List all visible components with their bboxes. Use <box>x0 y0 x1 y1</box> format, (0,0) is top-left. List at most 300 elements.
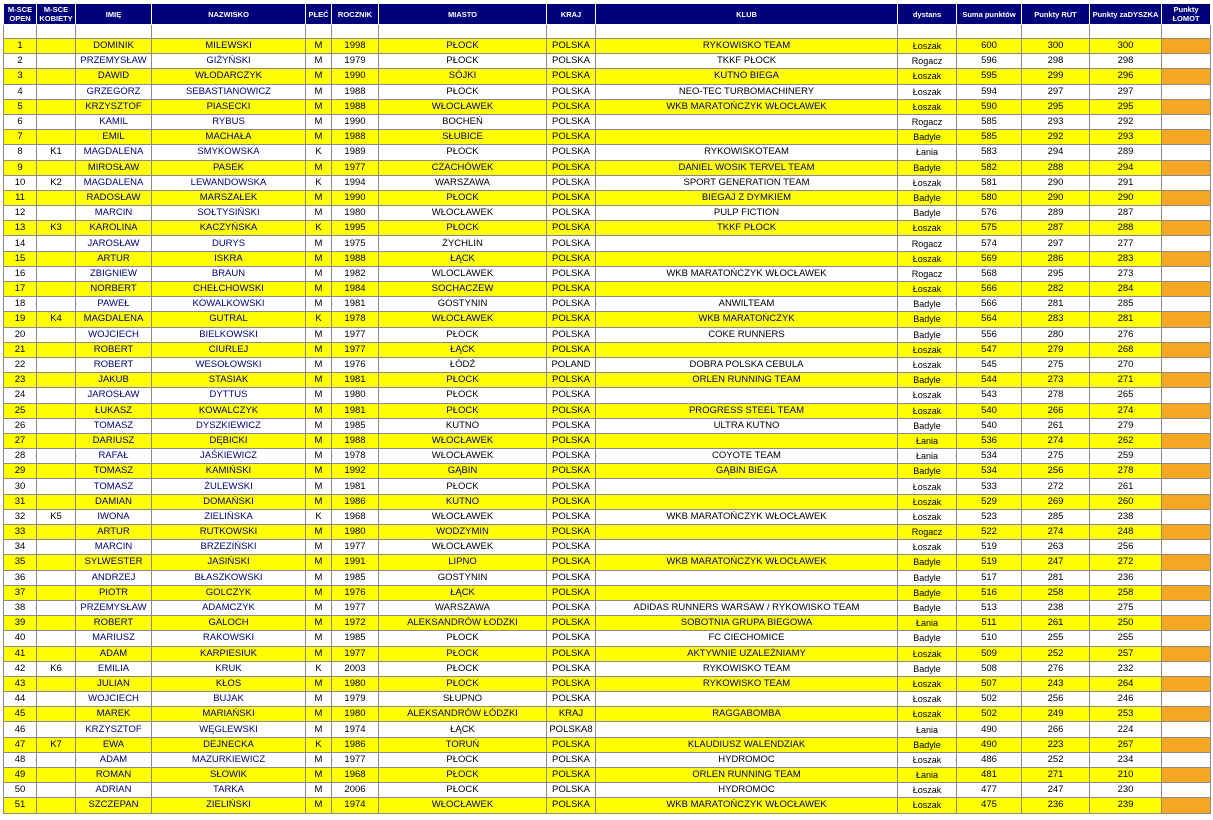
header-punkty-rut: Punkty RUT <box>1022 4 1090 25</box>
cell-country: POLSKA <box>547 585 596 600</box>
cell-birth-year: 1979 <box>332 54 379 69</box>
cell-total-points: 582 <box>957 160 1022 175</box>
cell-first-name: ROBERT <box>76 616 152 631</box>
cell-country: POLSKA <box>547 251 596 266</box>
cell-first-name: MARCIN <box>76 540 152 555</box>
cell-points-rut: 289 <box>1022 206 1090 221</box>
cell-points-zadyszka: 277 <box>1090 236 1162 251</box>
cell-birth-year: 1998 <box>332 39 379 54</box>
cell-total-points: 507 <box>957 676 1022 691</box>
cell-points-rut: 255 <box>1022 631 1090 646</box>
cell-points-lomot <box>1162 525 1211 540</box>
cell-club: HYDROMOC <box>596 752 898 767</box>
cell-place-open: 20 <box>4 327 37 342</box>
cell-last-name: MILEWSKI <box>152 39 306 54</box>
table-row <box>4 540 1211 555</box>
cell-club: WKB MARATOŃCZYK <box>596 312 898 327</box>
cell-distance: Badyle <box>898 327 957 342</box>
cell-last-name: GALOCH <box>152 616 306 631</box>
cell-birth-year: 1986 <box>332 494 379 509</box>
table-row <box>4 357 1211 372</box>
cell-place-open: 14 <box>4 236 37 251</box>
cell-last-name: ŻULEWSKI <box>152 479 306 494</box>
cell-points-zadyszka: 284 <box>1090 282 1162 297</box>
cell-place-open: 33 <box>4 525 37 540</box>
header-row <box>4 4 1211 25</box>
cell-points-zadyszka: 210 <box>1090 768 1162 783</box>
cell-place-women <box>37 206 76 221</box>
cell-total-points: 564 <box>957 312 1022 327</box>
cell-country: POLSKA <box>547 646 596 661</box>
table-row <box>4 99 1211 114</box>
cell-country: POLSKA <box>547 388 596 403</box>
cell-points-lomot <box>1162 722 1211 737</box>
cell-place-open: 12 <box>4 206 37 221</box>
cell-points-rut: 282 <box>1022 282 1090 297</box>
cell-gender: M <box>306 555 332 570</box>
cell-distance: Łania <box>898 433 957 448</box>
cell-last-name: WĘGLEWSKI <box>152 722 306 737</box>
cell-place-women <box>37 707 76 722</box>
cell-first-name: KAROLINA <box>76 221 152 236</box>
cell-distance: Rogacz <box>898 266 957 281</box>
cell-club <box>596 540 898 555</box>
cell-points-lomot <box>1162 783 1211 798</box>
cell-club: KLAUDIUSZ WALENDZIAK <box>596 737 898 752</box>
cell-gender: M <box>306 114 332 129</box>
cell-place-women <box>37 433 76 448</box>
table-row <box>4 783 1211 798</box>
cell-place-women <box>37 585 76 600</box>
cell-club <box>596 236 898 251</box>
cell-distance: Badyle <box>898 737 957 752</box>
table-row <box>4 646 1211 661</box>
cell-country: POLSKA <box>547 206 596 221</box>
cell-club: PROGRESS STEEL TEAM <box>596 403 898 418</box>
cell-club: RYKOWISKO TEAM <box>596 661 898 676</box>
header-msce-kobiety: M-SCE KOBIETY <box>37 4 76 25</box>
cell-place-open: 44 <box>4 692 37 707</box>
cell-club: SOBOTNIA GRUPA BIEGOWA <box>596 616 898 631</box>
cell-distance: Badyle <box>898 418 957 433</box>
cell-gender: M <box>306 692 332 707</box>
cell-first-name: JULIAN <box>76 676 152 691</box>
cell-place-women <box>37 525 76 540</box>
cell-place-open: 22 <box>4 357 37 372</box>
cell-first-name: TOMASZ <box>76 418 152 433</box>
cell-distance: Badyle <box>898 570 957 585</box>
cell-first-name: IWONA <box>76 509 152 524</box>
cell-gender: M <box>306 752 332 767</box>
cell-points-zadyszka: 283 <box>1090 251 1162 266</box>
cell-city: WODZYMIN <box>379 525 547 540</box>
cell-first-name: JAROSŁAW <box>76 388 152 403</box>
cell-club: RAGGABOMBA <box>596 707 898 722</box>
cell-place-open: 30 <box>4 479 37 494</box>
cell-gender: M <box>306 631 332 646</box>
cell-points-lomot <box>1162 752 1211 767</box>
cell-distance: Łoszak <box>898 676 957 691</box>
cell-birth-year: 1991 <box>332 555 379 570</box>
cell-gender: K <box>306 661 332 676</box>
cell-points-rut: 238 <box>1022 600 1090 615</box>
cell-club: RYKOWISKO TEAM <box>596 39 898 54</box>
cell-points-rut: 293 <box>1022 114 1090 129</box>
cell-place-open: 24 <box>4 388 37 403</box>
cell-distance: Łania <box>898 616 957 631</box>
cell-gender: M <box>306 403 332 418</box>
cell-place-women <box>37 357 76 372</box>
cell-points-lomot <box>1162 312 1211 327</box>
cell-points-rut: 272 <box>1022 479 1090 494</box>
cell-birth-year: 1980 <box>332 707 379 722</box>
cell-place-open: 36 <box>4 570 37 585</box>
cell-first-name: PRZEMYSŁAW <box>76 600 152 615</box>
cell-distance: Łoszak <box>898 69 957 84</box>
cell-birth-year: 1981 <box>332 403 379 418</box>
cell-place-women <box>37 479 76 494</box>
cell-country: POLSKA <box>547 342 596 357</box>
cell-points-rut: 271 <box>1022 768 1090 783</box>
cell-gender: M <box>306 449 332 464</box>
cell-points-zadyszka: 287 <box>1090 206 1162 221</box>
cell-gender: M <box>306 266 332 281</box>
cell-place-women <box>37 783 76 798</box>
cell-city: ALEKSANDRÓW ŁÓDZKI <box>379 707 547 722</box>
cell-first-name: TOMASZ <box>76 479 152 494</box>
cell-place-women <box>37 266 76 281</box>
cell-city: PŁOCK <box>379 190 547 205</box>
cell-club <box>596 342 898 357</box>
table-row <box>4 282 1211 297</box>
table-row <box>4 190 1211 205</box>
cell-points-zadyszka: 276 <box>1090 327 1162 342</box>
cell-points-rut: 252 <box>1022 752 1090 767</box>
cell-points-lomot <box>1162 600 1211 615</box>
cell-points-rut: 266 <box>1022 722 1090 737</box>
cell-club: PULP FICTION <box>596 206 898 221</box>
cell-points-rut: 280 <box>1022 327 1090 342</box>
cell-last-name: KAMIŃSKI <box>152 464 306 479</box>
table-row <box>4 525 1211 540</box>
cell-club <box>596 282 898 297</box>
cell-place-women: K4 <box>37 312 76 327</box>
cell-country: POLSKA <box>547 99 596 114</box>
table-row <box>4 692 1211 707</box>
cell-points-lomot <box>1162 449 1211 464</box>
cell-birth-year: 1990 <box>332 69 379 84</box>
cell-gender: M <box>306 282 332 297</box>
cell-points-rut: 275 <box>1022 449 1090 464</box>
cell-club <box>596 433 898 448</box>
cell-points-rut: 274 <box>1022 525 1090 540</box>
table-row <box>4 403 1211 418</box>
cell-birth-year: 1974 <box>332 722 379 737</box>
cell-country: POLSKA <box>547 54 596 69</box>
cell-city: PŁOCK <box>379 479 547 494</box>
cell-total-points: 574 <box>957 236 1022 251</box>
cell-gender: M <box>306 540 332 555</box>
cell-birth-year: 1989 <box>332 145 379 160</box>
cell-points-zadyszka: 272 <box>1090 555 1162 570</box>
cell-city: PŁOCK <box>379 661 547 676</box>
cell-place-women <box>37 646 76 661</box>
cell-total-points: 566 <box>957 282 1022 297</box>
cell-club: ORLEN RUNNING TEAM <box>596 373 898 388</box>
cell-place-women <box>37 616 76 631</box>
cell-birth-year: 1968 <box>332 509 379 524</box>
cell-total-points: 486 <box>957 752 1022 767</box>
cell-place-open: 18 <box>4 297 37 312</box>
cell-points-rut: 300 <box>1022 39 1090 54</box>
cell-city: PŁOCK <box>379 327 547 342</box>
cell-last-name: RYBUS <box>152 114 306 129</box>
cell-city: ŁĄCK <box>379 585 547 600</box>
cell-country: POLSKA <box>547 449 596 464</box>
cell-country: POLSKA <box>547 768 596 783</box>
cell-city: PŁOCK <box>379 373 547 388</box>
spacer-row <box>4 25 1211 39</box>
table-row <box>4 494 1211 509</box>
cell-birth-year: 1978 <box>332 449 379 464</box>
cell-distance: Łania <box>898 145 957 160</box>
cell-points-zadyszka: 250 <box>1090 616 1162 631</box>
cell-gender: M <box>306 525 332 540</box>
cell-total-points: 511 <box>957 616 1022 631</box>
cell-first-name: EWA <box>76 737 152 752</box>
cell-club: TKKF PŁOCK <box>596 54 898 69</box>
cell-distance: Badyle <box>898 160 957 175</box>
cell-last-name: TARKA <box>152 783 306 798</box>
cell-points-lomot <box>1162 160 1211 175</box>
cell-city: GOSTYNIN <box>379 297 547 312</box>
cell-points-rut: 266 <box>1022 403 1090 418</box>
cell-gender: M <box>306 616 332 631</box>
cell-distance: Łoszak <box>898 99 957 114</box>
cell-place-open: 4 <box>4 84 37 99</box>
cell-gender: M <box>306 707 332 722</box>
cell-place-women <box>37 722 76 737</box>
cell-points-zadyszka: 295 <box>1090 99 1162 114</box>
cell-last-name: WŁODARCZYK <box>152 69 306 84</box>
cell-total-points: 595 <box>957 69 1022 84</box>
cell-points-zadyszka: 255 <box>1090 631 1162 646</box>
cell-distance: Łoszak <box>898 479 957 494</box>
cell-gender: M <box>306 585 332 600</box>
cell-last-name: CIURLEJ <box>152 342 306 357</box>
cell-points-lomot <box>1162 676 1211 691</box>
cell-first-name: ARTUR <box>76 251 152 266</box>
cell-gender: M <box>306 373 332 388</box>
cell-points-rut: 236 <box>1022 798 1090 813</box>
cell-last-name: DYTTUS <box>152 388 306 403</box>
cell-points-zadyszka: 265 <box>1090 388 1162 403</box>
cell-country: POLSKA <box>547 39 596 54</box>
cell-place-open: 16 <box>4 266 37 281</box>
cell-points-zadyszka: 261 <box>1090 479 1162 494</box>
cell-last-name: KRUK <box>152 661 306 676</box>
cell-last-name: KŁOS <box>152 676 306 691</box>
cell-distance: Łoszak <box>898 540 957 555</box>
cell-place-open: 42 <box>4 661 37 676</box>
cell-points-zadyszka: 239 <box>1090 798 1162 813</box>
cell-place-open: 35 <box>4 555 37 570</box>
cell-city: WLOCLAWEK <box>379 266 547 281</box>
cell-points-rut: 295 <box>1022 266 1090 281</box>
cell-gender: K <box>306 509 332 524</box>
cell-gender: M <box>306 54 332 69</box>
cell-points-rut: 247 <box>1022 783 1090 798</box>
cell-club: TKKF PŁOCK <box>596 221 898 236</box>
table-row <box>4 798 1211 813</box>
cell-place-open: 43 <box>4 676 37 691</box>
cell-place-women <box>37 99 76 114</box>
cell-birth-year: 1974 <box>332 798 379 813</box>
table-row <box>4 114 1211 129</box>
cell-birth-year: 1977 <box>332 600 379 615</box>
cell-place-open: 38 <box>4 600 37 615</box>
cell-distance: Badyle <box>898 600 957 615</box>
cell-country: POLSKA <box>547 418 596 433</box>
header-klub: KLUB <box>596 4 898 25</box>
cell-birth-year: 1980 <box>332 525 379 540</box>
cell-country: POLSKA <box>547 160 596 175</box>
cell-points-zadyszka: 246 <box>1090 692 1162 707</box>
cell-total-points: 575 <box>957 221 1022 236</box>
cell-total-points: 556 <box>957 327 1022 342</box>
cell-total-points: 490 <box>957 737 1022 752</box>
cell-city: ŁĄCK <box>379 251 547 266</box>
table-row <box>4 707 1211 722</box>
cell-total-points: 509 <box>957 646 1022 661</box>
cell-city: BOCHEŃ <box>379 114 547 129</box>
cell-points-zadyszka: 248 <box>1090 525 1162 540</box>
cell-first-name: PIOTR <box>76 585 152 600</box>
cell-club: AKTYWNIE UZALEŻNIAMY <box>596 646 898 661</box>
cell-birth-year: 1977 <box>332 327 379 342</box>
table-row <box>4 509 1211 524</box>
cell-distance: Łoszak <box>898 39 957 54</box>
cell-country: POLSKA <box>547 373 596 388</box>
cell-points-rut: 243 <box>1022 676 1090 691</box>
cell-first-name: ARTUR <box>76 525 152 540</box>
header-miasto: MIASTO <box>379 4 547 25</box>
table-row <box>4 449 1211 464</box>
cell-city: WŁOCŁAWEK <box>379 206 547 221</box>
cell-first-name: TOMASZ <box>76 464 152 479</box>
cell-points-rut: 261 <box>1022 418 1090 433</box>
cell-place-open: 39 <box>4 616 37 631</box>
cell-birth-year: 1995 <box>332 221 379 236</box>
cell-first-name: KRZYSZTOF <box>76 99 152 114</box>
cell-place-women <box>37 190 76 205</box>
cell-place-open: 13 <box>4 221 37 236</box>
cell-points-zadyszka: 291 <box>1090 175 1162 190</box>
cell-place-women <box>37 160 76 175</box>
cell-first-name: ADAM <box>76 752 152 767</box>
cell-club <box>596 479 898 494</box>
table-row <box>4 297 1211 312</box>
cell-distance: Łoszak <box>898 509 957 524</box>
cell-place-open: 8 <box>4 145 37 160</box>
table-row <box>4 160 1211 175</box>
cell-distance: Badyle <box>898 312 957 327</box>
cell-first-name: MARCIN <box>76 206 152 221</box>
cell-points-lomot <box>1162 555 1211 570</box>
cell-points-zadyszka: 300 <box>1090 39 1162 54</box>
cell-city: KUTNO <box>379 418 547 433</box>
table-row <box>4 585 1211 600</box>
cell-distance: Badyle <box>898 206 957 221</box>
cell-city: KUTNO <box>379 494 547 509</box>
cell-city: ŻYCHLIN <box>379 236 547 251</box>
cell-city: PŁOCK <box>379 145 547 160</box>
cell-distance: Badyle <box>898 631 957 646</box>
cell-last-name: KARPIESIUK <box>152 646 306 661</box>
cell-gender: M <box>306 676 332 691</box>
cell-birth-year: 1988 <box>332 251 379 266</box>
cell-points-rut: 286 <box>1022 251 1090 266</box>
cell-place-open: 37 <box>4 585 37 600</box>
cell-place-open: 10 <box>4 175 37 190</box>
cell-birth-year: 1988 <box>332 84 379 99</box>
table-row <box>4 676 1211 691</box>
cell-points-rut: 275 <box>1022 357 1090 372</box>
header-rocznik: ROCZNIK <box>332 4 379 25</box>
cell-country: POLSKA <box>547 631 596 646</box>
cell-distance: Łoszak <box>898 342 957 357</box>
cell-total-points: 502 <box>957 692 1022 707</box>
cell-city: PŁOCK <box>379 631 547 646</box>
cell-last-name: DYSZKIEWICZ <box>152 418 306 433</box>
cell-place-open: 2 <box>4 54 37 69</box>
cell-last-name: JASIŃSKI <box>152 555 306 570</box>
cell-place-open: 6 <box>4 114 37 129</box>
cell-first-name: MIROSŁAW <box>76 160 152 175</box>
cell-points-rut: 279 <box>1022 342 1090 357</box>
cell-place-open: 25 <box>4 403 37 418</box>
cell-birth-year: 1976 <box>332 585 379 600</box>
cell-total-points: 543 <box>957 388 1022 403</box>
cell-first-name: JAROSŁAW <box>76 236 152 251</box>
cell-place-open: 31 <box>4 494 37 509</box>
cell-points-lomot <box>1162 661 1211 676</box>
cell-points-zadyszka: 293 <box>1090 130 1162 145</box>
table-row <box>4 661 1211 676</box>
cell-points-zadyszka: 258 <box>1090 585 1162 600</box>
cell-city: PŁOCK <box>379 676 547 691</box>
cell-points-rut: 263 <box>1022 540 1090 555</box>
cell-points-zadyszka: 260 <box>1090 494 1162 509</box>
cell-gender: M <box>306 479 332 494</box>
cell-city: PŁOCK <box>379 39 547 54</box>
cell-total-points: 540 <box>957 418 1022 433</box>
cell-points-rut: 252 <box>1022 646 1090 661</box>
cell-birth-year: 1980 <box>332 206 379 221</box>
cell-city: PŁOCK <box>379 388 547 403</box>
table-row <box>4 266 1211 281</box>
cell-points-rut: 292 <box>1022 130 1090 145</box>
cell-points-lomot <box>1162 236 1211 251</box>
cell-last-name: DĘBICKI <box>152 433 306 448</box>
header-nazwisko: NAZWISKO <box>152 4 306 25</box>
cell-birth-year: 1980 <box>332 676 379 691</box>
cell-birth-year: 2006 <box>332 783 379 798</box>
cell-club: SPORT GENERATION TEAM <box>596 175 898 190</box>
table-row <box>4 327 1211 342</box>
cell-last-name: GOLCZYK <box>152 585 306 600</box>
cell-points-lomot <box>1162 145 1211 160</box>
